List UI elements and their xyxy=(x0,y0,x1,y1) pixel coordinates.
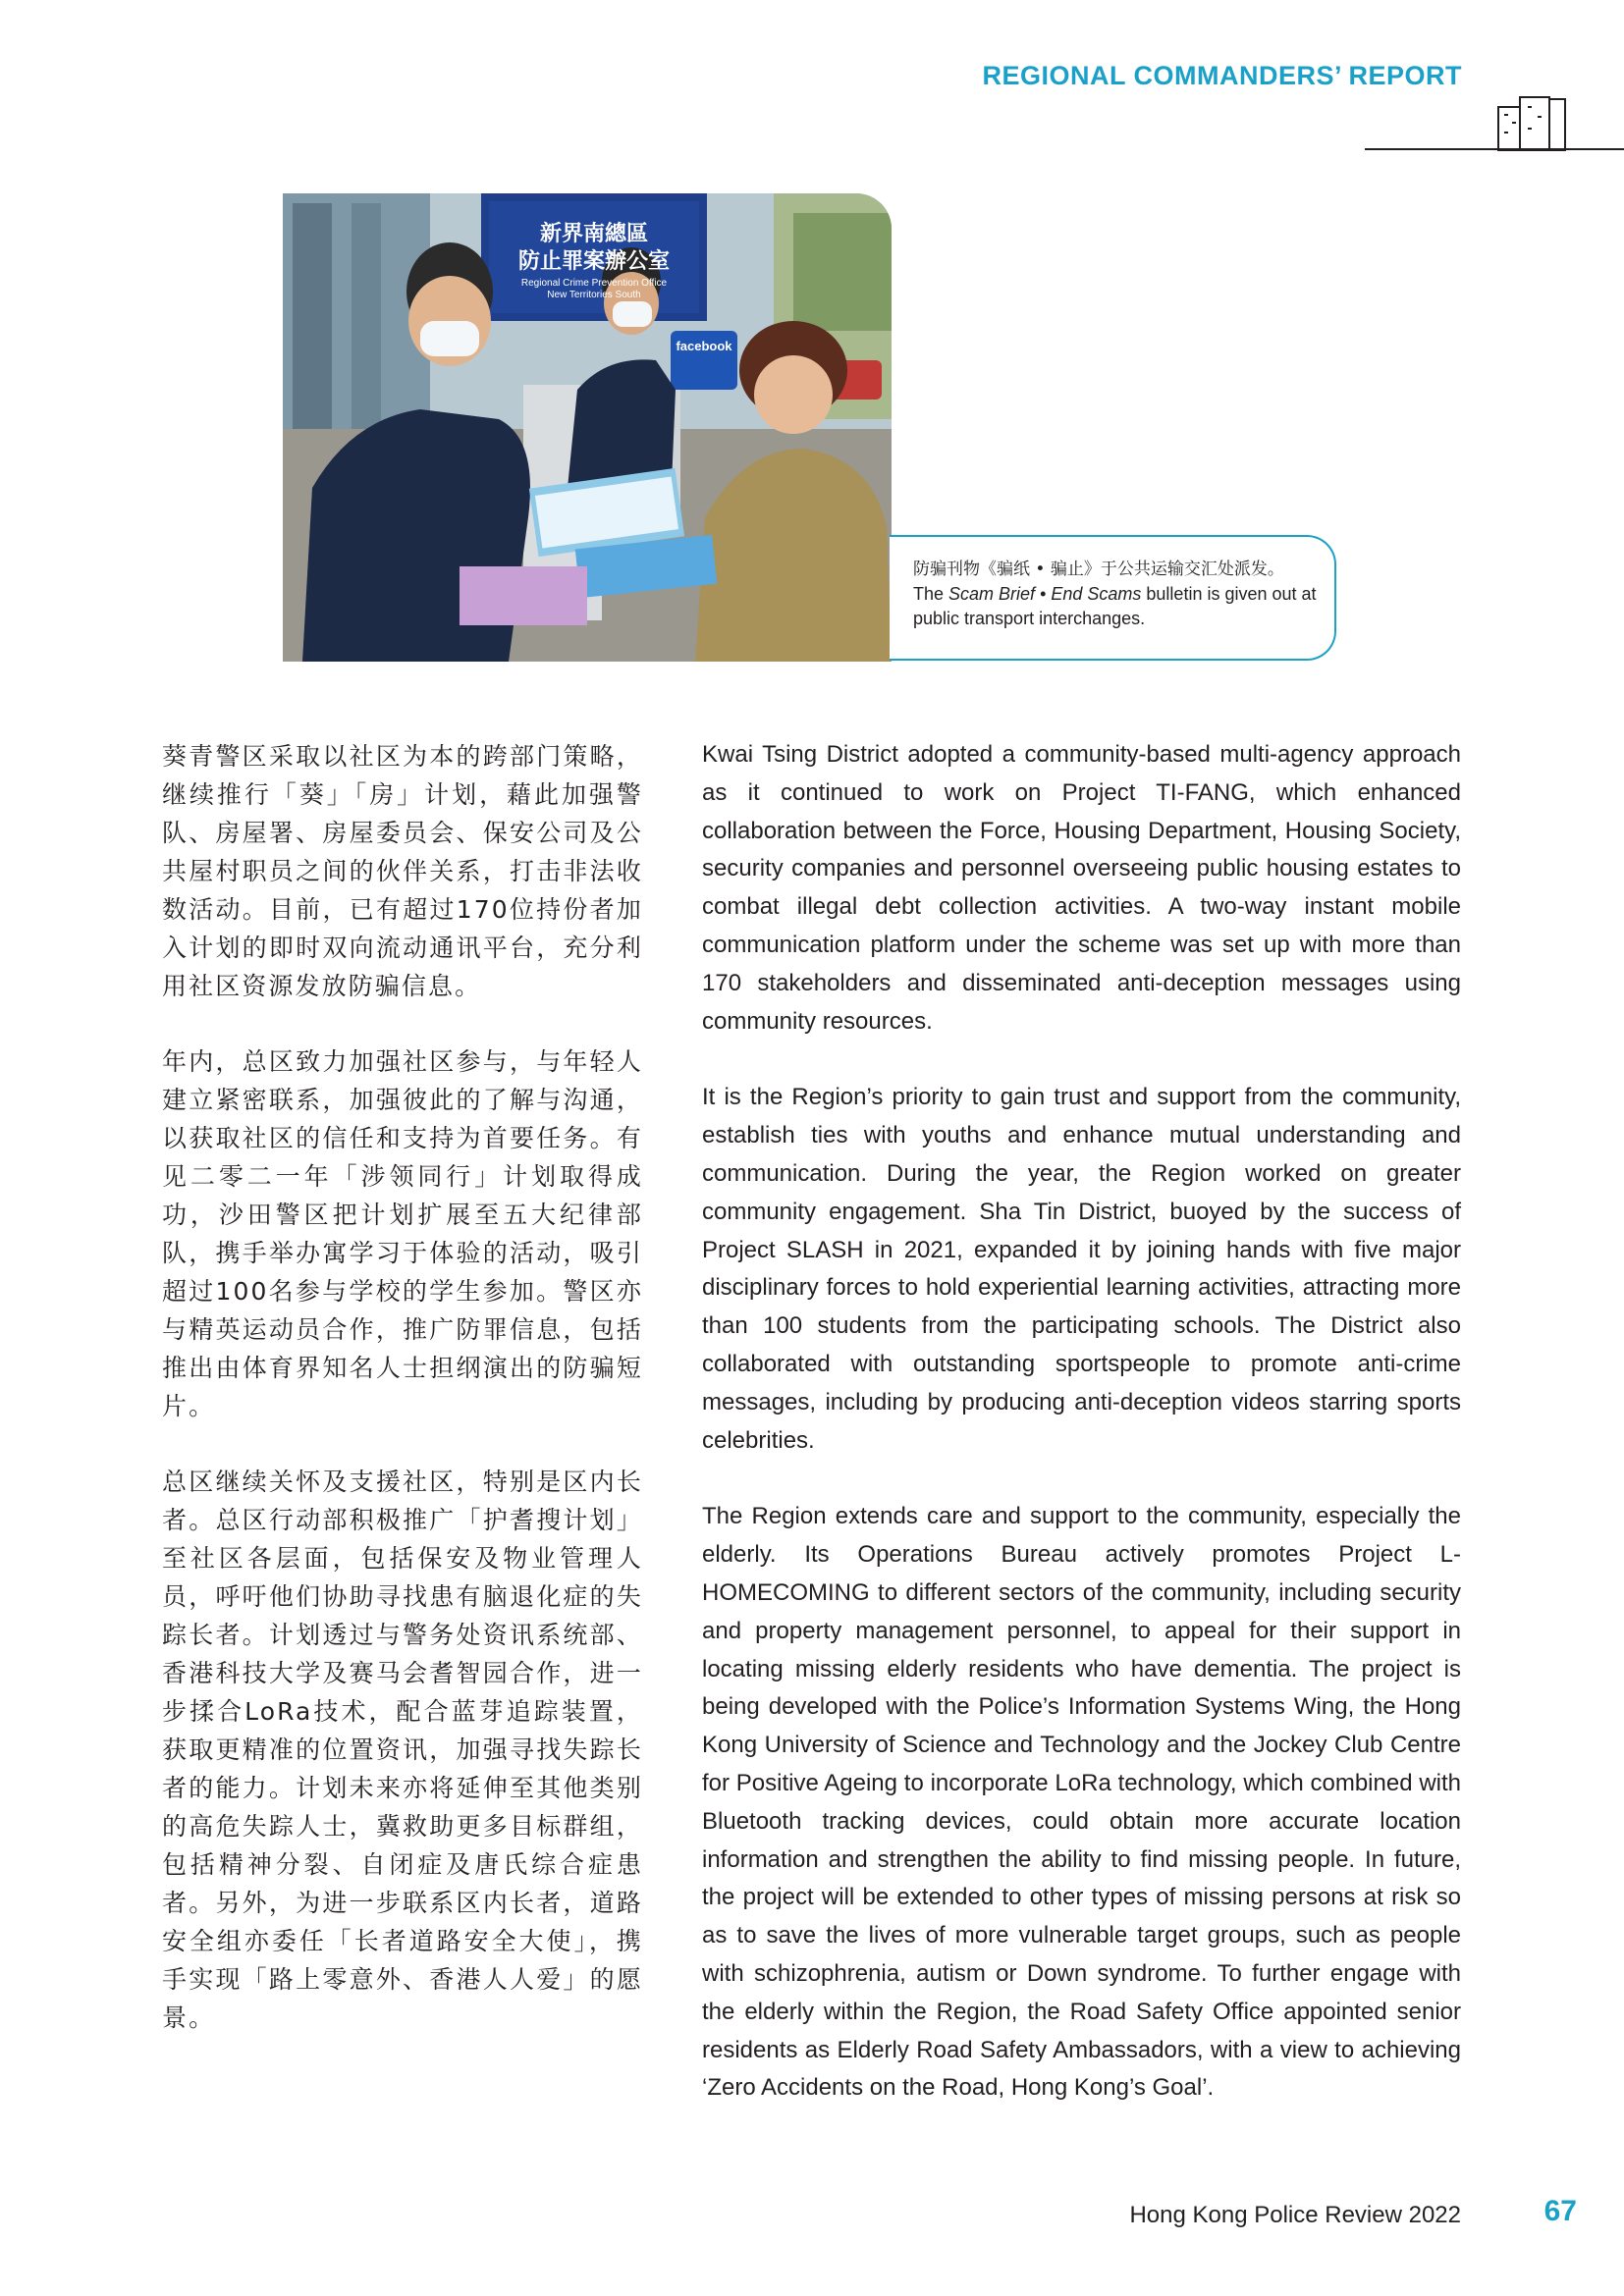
caption-en: The Scam Brief • End Scams bulletin is given out at public transport interchanges. xyxy=(913,584,1317,628)
sign-zh-line1: 新界南總區 xyxy=(539,222,649,246)
sign-en-line2: New Territories South xyxy=(547,290,641,300)
photo-caption xyxy=(913,558,1326,631)
sign-zh-line2: 防止罪案辦公室 xyxy=(517,249,671,274)
photo-anti-scam-distribution xyxy=(283,193,892,662)
building-line-drawing-icon xyxy=(1492,93,1573,152)
en-paragraph: Kwai Tsing District adopted a community-based multi-agency approach as it continued to work on Project TI-FANG, which enhanced collaboration between the Force, Housing Department, Housing Society, security companies and personnel overseeing public housing estates to combat illegal debt collection activities. A two-way instant mobile communication platform under the scheme was set up with more than 170 stakeholders and disseminated anti-deception messages using community resources. xyxy=(702,741,1461,1035)
sign-en-line1: Regional Crime Prevention Office xyxy=(520,278,668,289)
facebook-label: facebook xyxy=(676,339,732,353)
en-paragraph: The Region extends care and support to the community, especially the elderly. Its Operations Bureau actively promotes Project L-HOMECOMING to different sectors of the community, including security and property management personnel, to appeal for their support in locating missing elderly residents who have dementia. The project is being developed with the Police’s Information Systems Wing, the Hong Kong University of Science and Technology and the Jockey Club Centre for Positive Ageing to incorporate LoRa technology, which combined with Bluetooth tracking devices, could obtain more accurate location information and strengthen the ability to find missing people. In future, the project will be extended to other types of missing persons at risk so as to save the lives of more vulnerable target groups, such as people with schizophrenia, autism or Down syndrome. To further engage with the elderly within the Region, the Road Safety Office appointed senior residents as Elderly Road Safety Ambassadors, with a view to achieving ‘Zero Accidents on the Road, Hong Kong’s Goal’. xyxy=(702,1503,1461,2102)
zh-paragraph: 总区继续关怀及支援社区，特别是区内长者。总区行动部积极推广「护耆搜计划」至社区各层面，包括保安及物业管理人员，呼吁他们协助寻找患有脑退化症的失踪长者。计划透过与警务处资讯系统部、香港科技大学及赛马会耆智园合作，进一步揉合LoRa技术，配合蓝芽追踪装置，获取更精准的位置资讯，加强寻找失踪长者的能力。计划未来亦将延伸至其他类别的高危失踪人士，冀救助更多目标群组，包括精神分裂、自闭症及唐氏综合症患者。另外，为进一步联系区内长者，道路安全组亦委任「长者道路安全大使」，携手实现「路上零意外、香港人人爱」的愿景。 xyxy=(162,1468,643,2032)
zh-paragraph: 葵青警区采取以社区为本的跨部门策略，继续推行「葵」「房」计划，藉此加强警队、房屋署、房屋委员会、保安公司及公共屋村职员之间的伙伴关系，打击非法收数活动。目前，已有超过170位持份者加入计划的即时双向流动通讯平台，充分利用社区资源发放防骗信息。 xyxy=(162,742,643,1000)
page-number: 67 xyxy=(1543,2195,1577,2227)
publication-name: Hong Kong Police Review 2022 xyxy=(1129,2202,1461,2228)
caption-publication-title: Scam Brief • End Scams xyxy=(948,584,1142,604)
caption-zh: 防骗刊物《骗纸 • 骗止》于公共运输交汇处派发。 xyxy=(913,560,1284,579)
en-paragraph: It is the Region’s priority to gain trust and support from the community, establish ties with youths and enhance mutual understanding and communication. During the year, the Region worked on greater community engagement. Sha Tin District, buoyed by the success of Project SLASH in 2021, expanded it by joining hands with five major disciplinary forces to hold experiential learning activities, attracting more than 100 students from the participating schools. The District also collaborated with outstanding sportspeople to promote anti-crime messages, including by producing anti-deception videos starring sports celebrities. xyxy=(702,1084,1461,1454)
english-text-column xyxy=(702,736,1461,2146)
section-title: REGIONAL COMMANDERS’ REPORT xyxy=(982,61,1462,90)
chinese-text-column xyxy=(162,737,643,2074)
header-rule xyxy=(1365,148,1624,150)
zh-paragraph: 年内，总区致力加强社区参与，与年轻人建立紧密联系，加强彼此的了解与沟通，以获取社区的信任和支持为首要任务。有见二零二一年「涉领同行」计划取得成功，沙田警区把计划扩展至五大纪律部队，携手举办寓学习于体验的活动，吸引超过100名参与学校的学生参加。警区亦与精英运动员合作，推广防罪信息，包括推出由体育界知名人士担纲演出的防骗短片。 xyxy=(162,1047,643,1420)
